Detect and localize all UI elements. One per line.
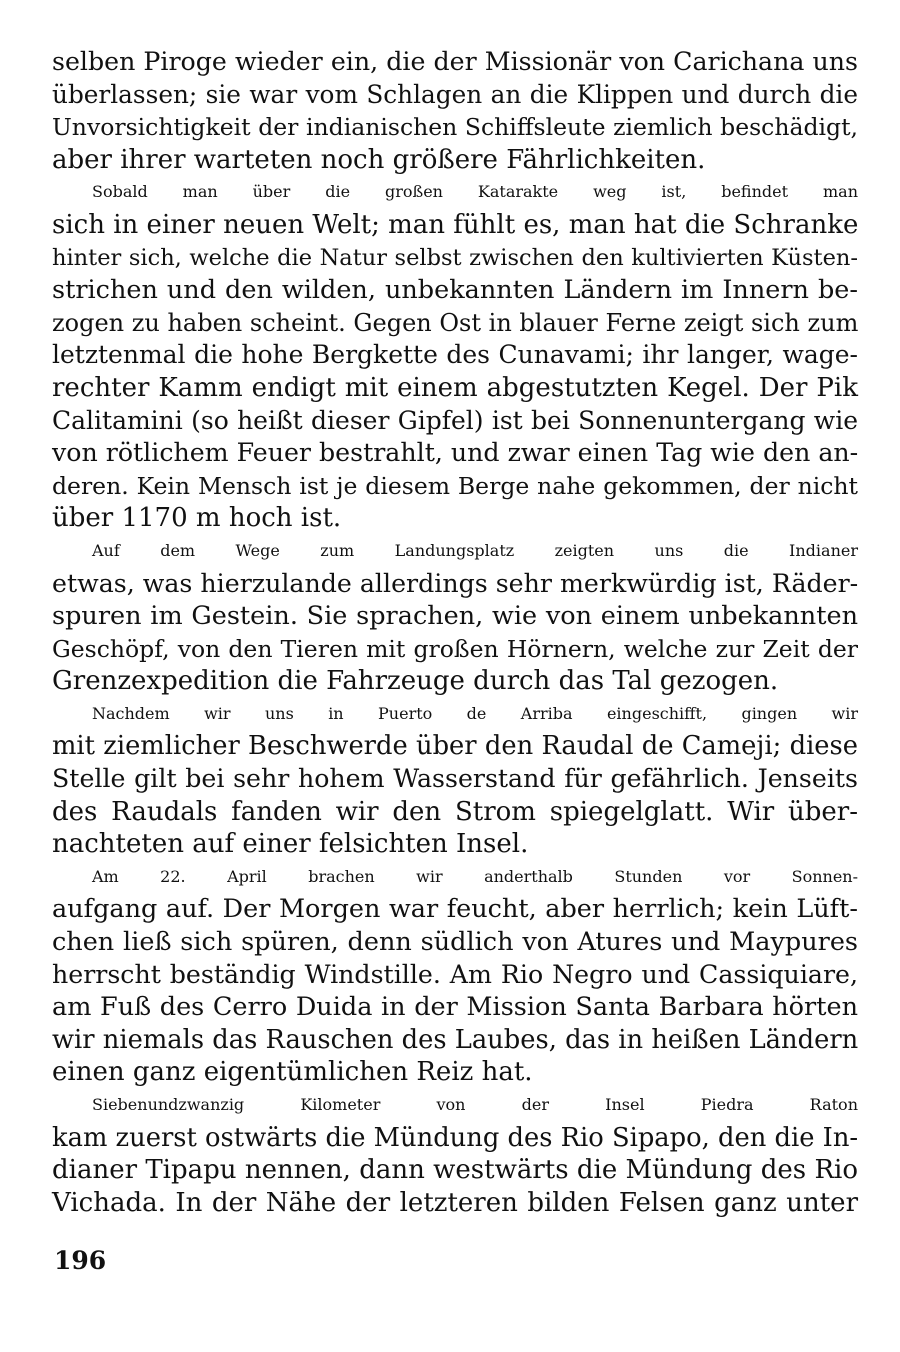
text-line: Siebenundzwanzig Kilometer von der Insel Piedra Raton <box>92 1095 858 1114</box>
text-line: Grenzexpedition die Fahrzeuge durch das Tal gezogen. <box>52 666 779 697</box>
book-page <box>52 46 858 1219</box>
text-line: letztenmal die hohe Bergkette des Cunavami; ihr langer, wage- <box>52 340 858 370</box>
text-line: am Fuß des Cerro Duida in der Mission Santa Barbara hörten <box>52 992 858 1023</box>
text-line: zogen zu haben scheint. Gegen Ost in blauer Ferne zeigt sich zum <box>52 308 859 337</box>
text-line: überlassen; sie war vom Schlagen an die Klippen und durch die <box>52 79 858 109</box>
text-line: Vichada. In der Nähe der letzteren bilden Felsen ganz unter <box>52 1187 858 1218</box>
text-line: herrscht beständig Windstille. Am Rio Negro und Cassiquiare, <box>52 959 858 989</box>
text-line: kam zuerst ostwärts die Mündung des Rio Sipapo, den die In- <box>52 1122 859 1153</box>
text-line: chen ließ sich spüren, denn südlich von Atures und Maypures <box>52 927 858 958</box>
text-line: rechter Kamm endigt mit einem abgestutzten Kegel. Der Pik <box>52 372 858 403</box>
text-line: Unvorsichtigkeit der indianischen Schiffsleute ziemlich beschädigt, <box>52 113 858 142</box>
text-line: mit ziemlicher Beschwerde über den Raudal de Cameji; diese <box>52 731 858 762</box>
paragraph-2 <box>52 176 858 535</box>
text-line: dianer Tipapu nennen, dann westwärts die Mündung des Rio <box>52 1155 858 1186</box>
text-line: aufgang auf. Der Morgen war feucht, aber herrlich; kein Lüft- <box>52 894 858 925</box>
text-line: Nachdem wir uns in Puerto de Arriba eingeschifft, gingen wir <box>92 703 858 723</box>
text-line: über 1170 m hoch ist. <box>52 503 342 534</box>
text-line: sich in einer neuen Welt; man fühlt es, man hat die Schranke <box>52 209 859 240</box>
text-line: einen ganz eigentümlichen Reiz hat. <box>52 1057 533 1088</box>
text-line: etwas, was hierzulande allerdings sehr merkwürdig ist, Räder- <box>52 568 859 598</box>
paragraph-3 <box>52 535 858 698</box>
paragraph-5 <box>52 861 858 1089</box>
text-line: Auf dem Wege zum Landungsplatz zeigten uns die Indianer <box>92 540 858 560</box>
text-line: des Raudals fanden wir den Strom spiegelglatt. Wir über- <box>52 796 858 827</box>
text-line: Geschöpf, von den Tieren mit großen Hörnern, welche zur Zeit der <box>52 634 858 663</box>
paragraph-6 <box>52 1089 858 1219</box>
page-number: 196 <box>54 1246 107 1275</box>
paragraph-4 <box>52 698 858 861</box>
text-line: von rötlichem Feuer bestrahlt, und zwar einen Tag wie den an- <box>52 438 859 468</box>
text-line: selben Piroge wieder ein, die der Missionär von Carichana uns <box>52 47 858 76</box>
text-line: Stelle gilt bei sehr hohem Wasserstand für gefährlich. Jenseits <box>52 764 858 794</box>
text-line: spuren im Gestein. Sie sprachen, wie von einem unbekannten <box>52 601 858 632</box>
text-line: hinter sich, welche die Natur selbst zwischen den kultivierten Küsten- <box>52 244 858 271</box>
text-line: Am 22. April brachen wir anderthalb Stunden vor Sonnen- <box>92 866 858 886</box>
text-line: deren. Kein Mensch ist je diesem Berge nahe gekommen, der nicht <box>52 471 858 500</box>
text-line: nachteten auf einer felsichten Insel. <box>52 829 529 860</box>
text-line: Sobald man über die großen Katarakte weg ist, befindet man <box>92 182 858 202</box>
text-line: aber ihrer warteten noch größere Fährlichkeiten. <box>52 144 706 175</box>
text-line: Calitamini (so heißt dieser Gipfel) ist bei Sonnenuntergang wie <box>52 405 858 435</box>
paragraph-1 <box>52 46 858 176</box>
text-line: wir niemals das Rauschen des Laubes, das in heißen Ländern <box>52 1024 859 1055</box>
text-line: strichen und den wilden, unbekannten Ländern im Innern be- <box>52 275 858 306</box>
